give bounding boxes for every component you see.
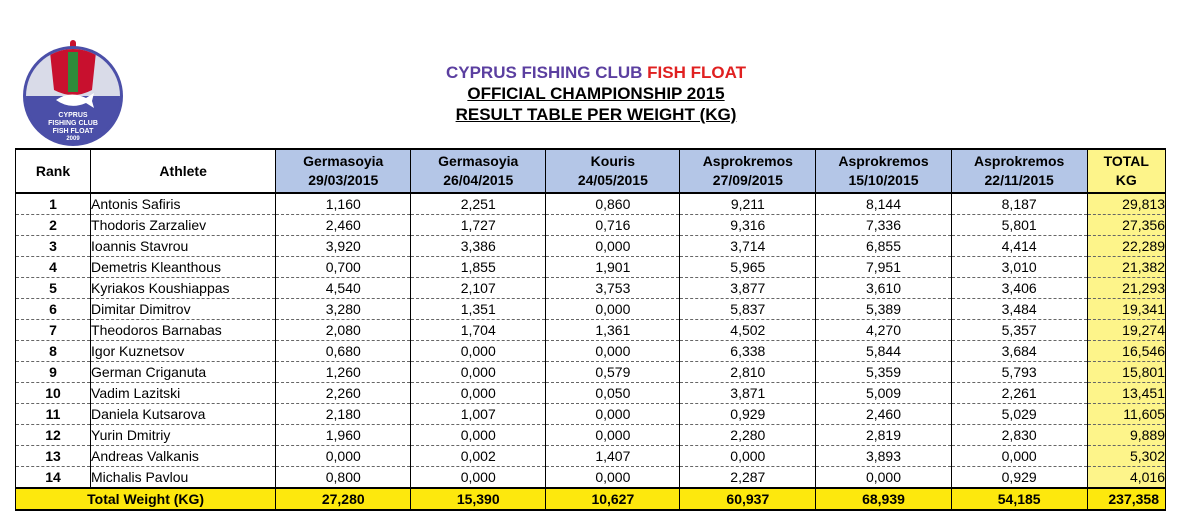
weight-cell: 1,160 [276, 193, 411, 215]
athlete-cell: Igor Kuznetsov [91, 341, 276, 362]
athlete-cell: Michalis Pavlou [91, 467, 276, 489]
total-weight-cell: 68,939 [816, 488, 952, 510]
total-header-line1: TOTAL [1103, 153, 1149, 169]
athlete-cell: Dimitar Dimitrov [91, 299, 276, 320]
total-weight-cell: 10,627 [546, 488, 680, 510]
total-cell: 19,274 [1087, 320, 1166, 341]
club-name: CYPRUS FISHING CLUB [445, 63, 643, 82]
athlete-cell: Theodoros Barnabas [91, 320, 276, 341]
weight-cell: 1,704 [411, 320, 546, 341]
venue-date: 29/03/2015 [308, 172, 379, 188]
total-cell: 15,801 [1087, 362, 1166, 383]
weight-cell: 3,484 [951, 299, 1087, 320]
logo-text-4: 2009 [66, 136, 80, 142]
total-header-line2: KG [1115, 172, 1137, 188]
total-cell: 13,451 [1087, 383, 1166, 404]
weight-cell: 0,860 [546, 193, 680, 215]
athlete-cell: Ioannis Stavrou [91, 236, 276, 257]
total-cell: 27,356 [1087, 215, 1166, 236]
total-header [1087, 149, 1166, 193]
weight-cell: 3,871 [680, 383, 816, 404]
athlete-cell: German Criganuta [91, 362, 276, 383]
venue-date: 26/04/2015 [443, 172, 514, 188]
rank-cell: 7 [16, 320, 91, 341]
total-weight-label: Total Weight (KG) [16, 488, 276, 510]
weight-cell: 3,753 [546, 278, 680, 299]
total-cell: 5,302 [1087, 446, 1166, 467]
table-row [16, 193, 1166, 215]
weight-cell: 0,000 [816, 467, 952, 489]
total-cell: 29,813 [1087, 193, 1166, 215]
weight-cell: 1,855 [411, 257, 546, 278]
weight-cell: 0,000 [411, 341, 546, 362]
table-footer [16, 488, 1166, 510]
total-cell: 4,016 [1087, 467, 1166, 489]
table-row [16, 467, 1166, 489]
weight-cell: 1,351 [411, 299, 546, 320]
venue-header [680, 149, 816, 193]
weight-cell: 3,920 [276, 236, 411, 257]
header-row [16, 149, 1166, 193]
weight-cell: 1,960 [276, 425, 411, 446]
weight-cell: 4,270 [816, 320, 952, 341]
weight-cell: 0,000 [411, 425, 546, 446]
total-cell: 19,341 [1087, 299, 1166, 320]
weight-cell: 4,414 [951, 236, 1087, 257]
weight-cell: 0,000 [411, 467, 546, 489]
table-row [16, 383, 1166, 404]
total-cell: 16,546 [1087, 341, 1166, 362]
table-row [16, 257, 1166, 278]
weight-cell: 1,260 [276, 362, 411, 383]
weight-cell: 2,080 [276, 320, 411, 341]
logo-text-3: FISH FLOAT [52, 128, 94, 135]
athlete-cell: Yurin Dmitriy [91, 425, 276, 446]
rank-cell: 1 [16, 193, 91, 215]
weight-cell: 2,460 [276, 215, 411, 236]
championship-title: OFFICIAL CHAMPIONSHIP 2015 [467, 84, 725, 103]
weight-cell: 2,287 [680, 467, 816, 489]
weight-cell: 5,837 [680, 299, 816, 320]
results-table [15, 148, 1166, 511]
rank-cell: 12 [16, 425, 91, 446]
weight-cell: 0,050 [546, 383, 680, 404]
weight-cell: 3,684 [951, 341, 1087, 362]
total-cell: 21,293 [1087, 278, 1166, 299]
rank-cell: 13 [16, 446, 91, 467]
venue-name: Germasoyia [303, 153, 384, 169]
weight-cell: 2,460 [816, 404, 952, 425]
rank-cell: 3 [16, 236, 91, 257]
weight-cell: 4,540 [276, 278, 411, 299]
weight-cell: 5,009 [816, 383, 952, 404]
weight-cell: 0,000 [546, 236, 680, 257]
weight-cell: 2,819 [816, 425, 952, 446]
rank-header: Rank [16, 149, 91, 193]
weight-cell: 6,338 [680, 341, 816, 362]
venue-header [546, 149, 680, 193]
table-row [16, 215, 1166, 236]
table-row [16, 278, 1166, 299]
venue-header [276, 149, 411, 193]
venue-date: 24/05/2015 [577, 172, 648, 188]
venue-name: Kouris [590, 153, 636, 169]
weight-cell: 0,000 [546, 425, 680, 446]
total-weight-cell: 60,937 [680, 488, 816, 510]
weight-cell: 0,680 [276, 341, 411, 362]
weight-cell: 0,700 [276, 257, 411, 278]
weight-cell: 5,793 [951, 362, 1087, 383]
weight-cell: 2,280 [680, 425, 816, 446]
table-row [16, 362, 1166, 383]
weight-cell: 2,830 [951, 425, 1087, 446]
weight-cell: 3,386 [411, 236, 546, 257]
weight-cell: 0,929 [680, 404, 816, 425]
weight-cell: 3,893 [816, 446, 952, 467]
rank-cell: 4 [16, 257, 91, 278]
weight-cell: 0,000 [546, 404, 680, 425]
weight-cell: 9,316 [680, 215, 816, 236]
weight-cell: 0,000 [680, 446, 816, 467]
weight-cell: 8,144 [816, 193, 952, 215]
total-cell: 21,382 [1087, 257, 1166, 278]
weight-cell: 1,901 [546, 257, 680, 278]
weight-cell: 6,855 [816, 236, 952, 257]
weight-cell: 0,000 [411, 383, 546, 404]
weight-cell: 5,844 [816, 341, 952, 362]
venue-name: Asprokremos [838, 153, 929, 169]
weight-cell: 0,579 [546, 362, 680, 383]
rank-cell: 10 [16, 383, 91, 404]
table-row [16, 320, 1166, 341]
weight-cell: 0,002 [411, 446, 546, 467]
weight-cell: 5,801 [951, 215, 1087, 236]
weight-cell: 0,000 [546, 299, 680, 320]
weight-cell: 3,280 [276, 299, 411, 320]
table-body [16, 193, 1166, 488]
weight-cell: 0,800 [276, 467, 411, 489]
weight-cell: 0,000 [276, 446, 411, 467]
weight-cell: 0,000 [951, 446, 1087, 467]
weight-cell: 0,000 [546, 341, 680, 362]
weight-cell: 0,000 [546, 467, 680, 489]
total-cell: 9,889 [1087, 425, 1166, 446]
weight-cell: 3,406 [951, 278, 1087, 299]
table-row [16, 299, 1166, 320]
venue-header [951, 149, 1087, 193]
rank-cell: 8 [16, 341, 91, 362]
weight-cell: 5,389 [816, 299, 952, 320]
logo-text-2: FISHING CLUB [48, 120, 98, 127]
weight-cell: 1,361 [546, 320, 680, 341]
rank-cell: 5 [16, 278, 91, 299]
weight-cell: 1,007 [411, 404, 546, 425]
weight-cell: 7,951 [816, 257, 952, 278]
weight-cell: 2,180 [276, 404, 411, 425]
rank-cell: 11 [16, 404, 91, 425]
weight-cell: 4,502 [680, 320, 816, 341]
venue-name: Asprokremos [702, 153, 793, 169]
athlete-cell: Thodoris Zarzaliev [91, 215, 276, 236]
page-title [0, 62, 1192, 83]
athlete-cell: Kyriakos Koushiappas [91, 278, 276, 299]
athlete-header: Athlete [91, 149, 276, 193]
total-weight-cell: 54,185 [951, 488, 1087, 510]
weight-cell: 2,261 [951, 383, 1087, 404]
logo-text-1: CYPRUS [58, 112, 88, 119]
table-row [16, 404, 1166, 425]
weight-cell: 0,929 [951, 467, 1087, 489]
club-subname: FISH FLOAT [647, 63, 747, 82]
venue-name: Asprokremos [974, 153, 1065, 169]
total-weight-cell: 27,280 [276, 488, 411, 510]
weight-cell: 2,107 [411, 278, 546, 299]
table-header [16, 149, 1166, 193]
weight-cell: 8,187 [951, 193, 1087, 215]
athlete-cell: Antonis Safiris [91, 193, 276, 215]
weight-cell: 3,714 [680, 236, 816, 257]
venue-date: 22/11/2015 [984, 172, 1054, 188]
venue-name: Germasoyia [438, 153, 519, 169]
venue-header [411, 149, 546, 193]
table-row [16, 236, 1166, 257]
weight-cell: 5,029 [951, 404, 1087, 425]
weight-cell: 9,211 [680, 193, 816, 215]
weight-cell: 2,810 [680, 362, 816, 383]
table-row [16, 425, 1166, 446]
total-weight-row [16, 488, 1166, 510]
weight-cell: 0,716 [546, 215, 680, 236]
table-subtitle: RESULT TABLE PER WEIGHT (KG) [455, 105, 737, 124]
rank-cell: 6 [16, 299, 91, 320]
weight-cell: 1,407 [546, 446, 680, 467]
weight-cell: 2,260 [276, 383, 411, 404]
weight-cell: 3,610 [816, 278, 952, 299]
weight-cell: 2,251 [411, 193, 546, 215]
venue-date: 27/09/2015 [712, 172, 783, 188]
athlete-cell: Demetris Kleanthous [91, 257, 276, 278]
page-title-block [0, 62, 1192, 125]
rank-cell: 2 [16, 215, 91, 236]
total-cell: 11,605 [1087, 404, 1166, 425]
table-row [16, 341, 1166, 362]
weight-cell: 5,357 [951, 320, 1087, 341]
total-weight-cell: 15,390 [411, 488, 546, 510]
venue-header [816, 149, 952, 193]
total-cell: 22,289 [1087, 236, 1166, 257]
weight-cell: 3,010 [951, 257, 1087, 278]
rank-cell: 14 [16, 467, 91, 489]
grand-total-cell: 237,358 [1087, 488, 1166, 510]
athlete-cell: Daniela Kutsarova [91, 404, 276, 425]
weight-cell: 5,359 [816, 362, 952, 383]
weight-cell: 7,336 [816, 215, 952, 236]
athlete-cell: Andreas Valkanis [91, 446, 276, 467]
weight-cell: 5,965 [680, 257, 816, 278]
weight-cell: 0,000 [411, 362, 546, 383]
table-row [16, 446, 1166, 467]
venue-date: 15/10/2015 [848, 172, 919, 188]
weight-cell: 1,727 [411, 215, 546, 236]
athlete-cell: Vadim Lazitski [91, 383, 276, 404]
rank-cell: 9 [16, 362, 91, 383]
weight-cell: 3,877 [680, 278, 816, 299]
